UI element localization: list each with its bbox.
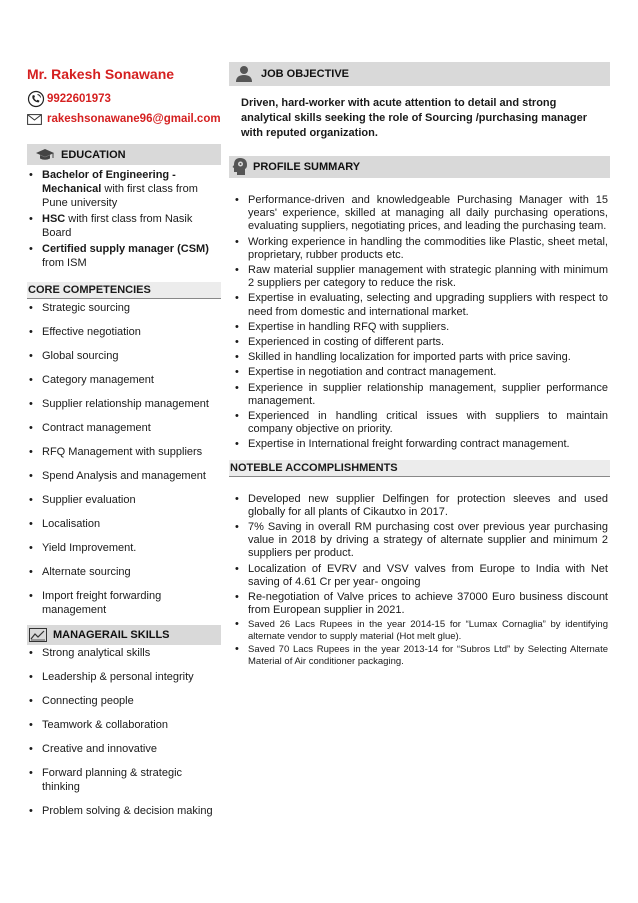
list-item: • Experience in supplier relationship management, supplier performance management. [233, 382, 608, 408]
core-competencies-header: CORE COMPETENCIES [27, 282, 221, 299]
list-item: • Supplier evaluation [27, 493, 221, 507]
job-objective-title: JOB OBJECTIVE [261, 68, 350, 80]
managerial-skills-header [27, 625, 221, 645]
left-column [27, 62, 221, 828]
chart-icon [29, 628, 47, 642]
list-item: • Experienced in costing of different parts. [233, 336, 608, 349]
list-item: • Localization of EVRV and VSV valves from Europe to India with Net saving of 4.61 Cr per year- ongoing [233, 563, 608, 589]
user-icon [233, 65, 255, 83]
email-address[interactable]: rakeshsonawane96@gmail.com [47, 113, 221, 125]
profile-summary-title: PROFILE SUMMARY [253, 161, 361, 173]
profile-summary-header [229, 156, 610, 178]
graduation-cap-icon [35, 148, 55, 162]
list-item: • Problem solving & decision making [27, 804, 221, 818]
list-item: • Saved 70 Lacs Rupees in the year 2013-14 for “Subros Ltd” by Selecting Alternate Material of Air conditioner packaging. [233, 644, 608, 667]
list-item: • Yield Improvement. [27, 541, 221, 555]
list-item: • Leadership & personal integrity [27, 670, 221, 684]
list-item: • Localisation [27, 517, 221, 531]
list-item: • Effective negotiation [27, 325, 221, 339]
email-line [27, 110, 221, 128]
list-item: • Spend Analysis and management [27, 469, 221, 483]
education-item: • Bachelor of Engineering - Mechanical with first class from Pune university [27, 168, 221, 210]
list-item: • Experienced in handling critical issues with suppliers to maintain company objective on priority. [233, 410, 608, 436]
phone-icon [27, 90, 47, 108]
list-item: • Expertise in negotiation and contract management. [233, 366, 608, 379]
managerial-skills-list [27, 646, 221, 818]
job-objective-header [229, 62, 610, 86]
accomplishments-list [233, 493, 608, 668]
accomplishments-header: NOTEBLE ACCOMPLISHMENTS [229, 460, 610, 477]
list-item: • Creative and innovative [27, 742, 221, 756]
list-item: • Contract management [27, 421, 221, 435]
list-item: • Working experience in handling the commodities like Plastic, sheet metal, proprietary, rubber products etc. [233, 236, 608, 262]
core-competencies-list [27, 301, 221, 617]
list-item: • Global sourcing [27, 349, 221, 363]
profile-summary-list [233, 194, 608, 452]
head-gear-icon [231, 157, 249, 177]
list-item: • RFQ Management with suppliers [27, 445, 221, 459]
education-item: • Certified supply manager (CSM) from ISM [27, 242, 221, 270]
list-item: • Strategic sourcing [27, 301, 221, 315]
job-objective-text: Driven, hard-worker with acute attention to detail and strong analytical skills seeking the role of Sourcing /purchasing manager with reputed organization. [241, 97, 587, 139]
list-item: • Saved 26 Lacs Rupees in the year 2014-15 for “Lumax Cornaglia” by identifying alternate vendor to supply material (Hot melt glue). [233, 619, 608, 642]
list-item: • Raw material supplier management with strategic planning with minimum 2 suppliers per category to reduce the risk. [233, 264, 608, 290]
phone-number[interactable]: 9922601973 [47, 93, 111, 105]
list-item: • Forward planning & strategic thinking [27, 766, 221, 794]
education-header [27, 144, 221, 165]
list-item: • Expertise in handling RFQ with suppliers. [233, 321, 608, 334]
list-item: • Supplier relationship management [27, 397, 221, 411]
list-item: • Import freight forwarding management [27, 589, 221, 617]
list-item: • Expertise in evaluating, selecting and upgrading suppliers with respect to need from domestic and international market. [233, 292, 608, 318]
candidate-name: Mr. Rakesh Sonawane [27, 66, 175, 82]
list-item: • Category management [27, 373, 221, 387]
education-list [27, 168, 221, 270]
list-item: • Developed new supplier Delfingen for protection sleeves and used globally for all plants of Cikautxo in 2017. [233, 493, 608, 519]
list-item: • Re-negotiation of Valve prices to achieve 37000 Euro business discount from European supplier in 2021. [233, 591, 608, 617]
phone-line [27, 88, 221, 110]
list-item: • Skilled in handling localization for imported parts with price saving. [233, 351, 608, 364]
envelope-icon [27, 114, 47, 125]
list-item: • Expertise in International freight forwarding contract management. [233, 438, 608, 451]
list-item: • Strong analytical skills [27, 646, 221, 660]
list-item: • Connecting people [27, 694, 221, 708]
right-column [229, 62, 610, 669]
education-item: • HSC with first class from Nasik Board [27, 212, 221, 240]
education-title: EDUCATION [61, 148, 126, 161]
managerial-skills-title: MANAGERAIL SKILLS [53, 629, 170, 641]
list-item: • Alternate sourcing [27, 565, 221, 579]
list-item: • Performance-driven and knowledgeable Purchasing Manager with 15 years' experience, skilled at managing all daily purchasing operations, evaluating suppliers, negotiating prices, and leading the purchasing team. [233, 194, 608, 234]
list-item: • 7% Saving in overall RM purchasing cost over previous year purchasing value in 2018 by driving a strategy of alternate supplier and minimum 2 suppliers per product. [233, 521, 608, 561]
list-item: • Teamwork & collaboration [27, 718, 221, 732]
